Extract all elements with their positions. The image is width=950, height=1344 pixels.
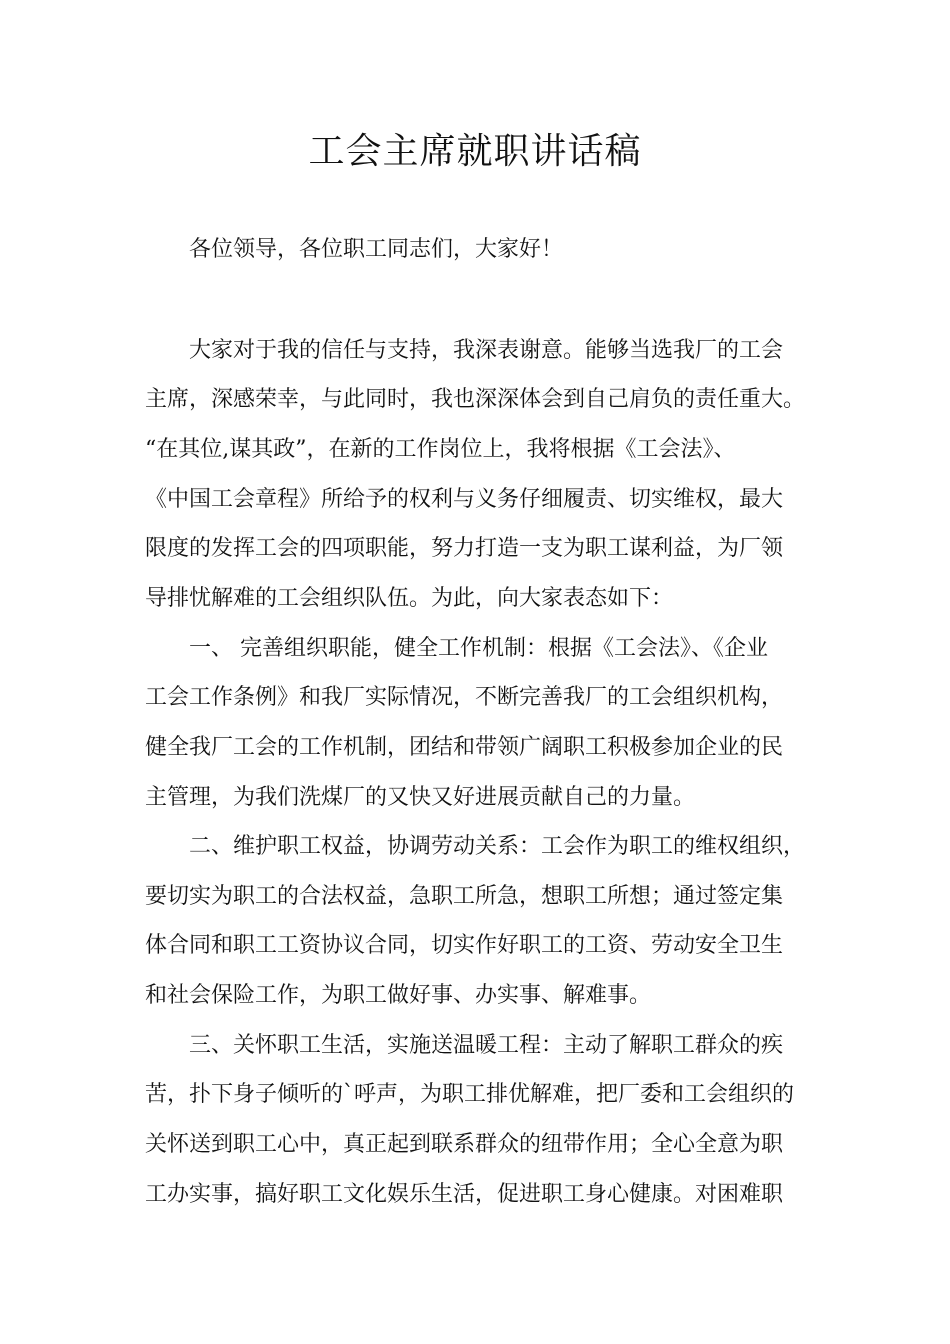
text-line: 健全我厂工会的工作机制，团结和带领广阔职工积极参加企业的民 bbox=[145, 735, 784, 760]
text-line: 主席，深感荣幸，与此同时，我也深深体会到自己肩负的责任重大。 bbox=[145, 387, 806, 412]
text-line: 关怀送到职工心中，真正起到联系群众的纽带作用；全心全意为职 bbox=[145, 1132, 784, 1157]
text-line: 体合同和职工工资协议合同，切实作好职工的工资、劳动安全卫生 bbox=[145, 933, 784, 958]
text-line: 三、关怀职工生活，实施送温暖工程：主动了解职工群众的疾 bbox=[189, 1033, 784, 1058]
text-line: 限度的发挥工会的四项职能，努力打造一支为职工谋利益，为厂领 bbox=[145, 536, 784, 561]
text-line: 苦，扑下身子倾听的`呼声，为职工排优解难，把厂委和工会组织的 bbox=[145, 1082, 795, 1107]
text-line: “在其位,谋其政”，在新的工作岗位上，我将根据《工会法》、 bbox=[145, 437, 736, 462]
text-line: 工会工作条例》和我厂实际情况，不断完善我厂的工会组织机构， bbox=[145, 685, 784, 710]
text-line: 《中国工会章程》所给予的权利与义务仔细履责、切实维权，最大 bbox=[145, 487, 784, 512]
text-line: 要切实为职工的合法权益，急职工所急，想职工所想；通过签定集 bbox=[145, 884, 784, 909]
text-line: 二、维护职工权益，协调劳动关系：工会作为职工的维权组织， bbox=[189, 834, 806, 859]
text-line: 主管理，为我们洗煤厂的又快又好进展贡献自己的力量。 bbox=[145, 785, 696, 810]
text-line: 各位领导，各位职工同志们，大家好！ bbox=[189, 237, 564, 262]
text-line: 工办实事，搞好职工文化娱乐生活，促进职工身心健康。对困难职 bbox=[145, 1182, 784, 1207]
text-line: 导排忧解难的工会组织队伍。为此，向大家表态如下： bbox=[145, 586, 674, 611]
text-line: 大家对于我的信任与支持，我深表谢意。能够当选我厂的工会 bbox=[189, 338, 784, 363]
text-line: 一、 完善组织职能，健全工作机制：根据《工会法》、《企业 bbox=[189, 636, 768, 661]
text-line: 和社会保险工作，为职工做好事、办实事、解难事。 bbox=[145, 983, 652, 1008]
document-title: 工会主席就职讲话稿 bbox=[308, 131, 642, 172]
